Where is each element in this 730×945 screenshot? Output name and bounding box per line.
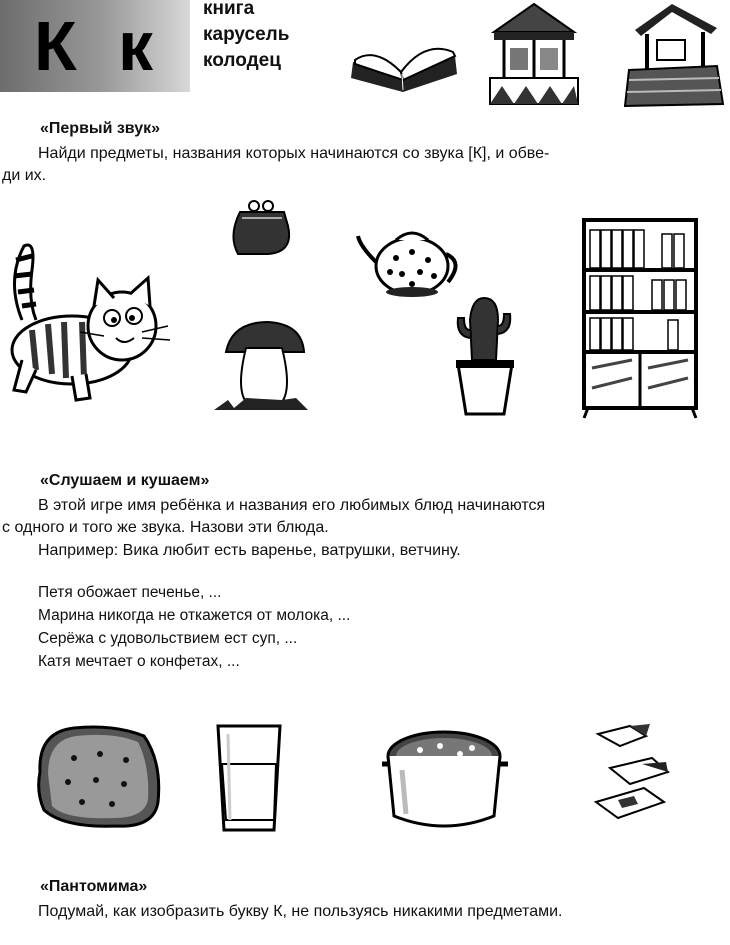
cactus-illustration xyxy=(450,290,520,415)
example-words xyxy=(203,0,289,74)
example-line-seryozha: Серёжа с удовольствием ест суп, ... xyxy=(38,630,298,647)
example-line-petya: Петя обожает печенье, ... xyxy=(38,584,222,601)
word-carousel: карусель xyxy=(203,24,290,45)
listen-eat-example-intro: Например: Вика любит есть варенье, ватрушки, ветчину. xyxy=(38,542,461,559)
book-illustration xyxy=(345,26,465,96)
well-illustration xyxy=(617,0,727,110)
lowercase-letter: к xyxy=(118,7,154,85)
listen-eat-text-line1: В этой игре имя ребёнка и названия его любимых блюд начинаются xyxy=(38,497,546,514)
example-line-marina: Марина никогда не откажется от молока, ... xyxy=(38,607,351,624)
pantomime-title: «Пантомима» xyxy=(40,878,148,895)
first-sound-text-line1: Найди предметы, названия которых начинаются со звука [К], и обве- xyxy=(38,145,550,162)
soup-pot-illustration xyxy=(380,720,510,835)
mushroom-illustration xyxy=(212,318,312,413)
cat-illustration xyxy=(2,240,172,410)
letter-banner xyxy=(0,0,190,92)
glass-of-milk-illustration xyxy=(214,720,284,836)
uppercase-letter: К xyxy=(34,7,77,85)
listen-eat-title: «Слушаем и кушаем» xyxy=(40,472,210,489)
candies-illustration xyxy=(590,722,690,832)
carousel-illustration xyxy=(484,0,584,110)
purse-illustration xyxy=(228,196,298,261)
cracker-illustration xyxy=(34,722,164,832)
bookcase-illustration xyxy=(582,218,700,420)
word-well: колодец xyxy=(203,50,281,71)
first-sound-text-line2: ди их. xyxy=(2,167,47,184)
listen-eat-text-line2: с одного и того же звука. Назови эти блюда. xyxy=(2,519,329,536)
first-sound-title: «Первый звук» xyxy=(40,120,161,137)
pantomime-text: Подумай, как изобразить букву К, не пользуясь никакими предметами. xyxy=(38,903,563,920)
word-book: книга xyxy=(203,0,255,19)
example-line-katya: Катя мечтает о конфетах, ... xyxy=(38,653,240,670)
